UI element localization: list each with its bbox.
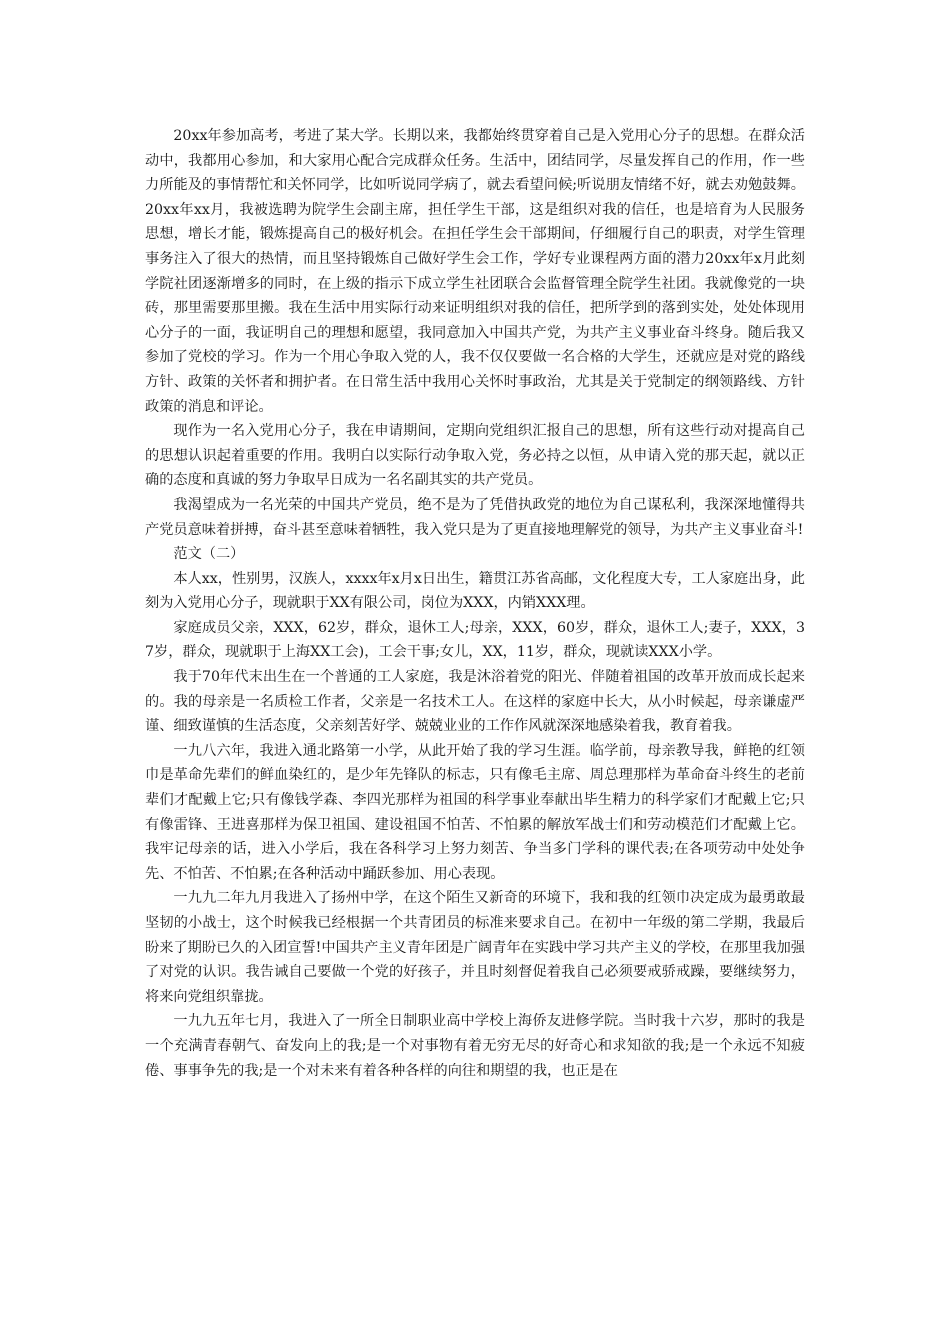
paragraph-8: 一九九二年九月我进入了扬州中学，在这个陌生又新奇的环境下，我和我的红领巾决定成为最勇敢最坚韧的小战士，这个时候我已经根据一个共青团员的标准来要求自己。在初中一年级的第二学期，我最后盼来了期盼已久的入团宣誓!中国共产主义青年团是广阔青年在实践中学习共产主义的学校，在那里我加强了对党的认识。我告诫自己要做一个党的好孩子，并且时刻督促着我自己必须要戒骄戒躁，要继续努力，将来向党组织靠拢。: [145, 890, 805, 1005]
paragraph-2: 现作为一名入党用心分子，我在申请期间，定期向党组织汇报自己的思想，所有这些行动对提高自己的思想认识起着重要的作用。我明白以实际行动争取入党，务必持之以恒，从申请入党的那天起，就以正确的态度和真诚的努力争取早日成为一名名副其实的共产党员。: [145, 423, 805, 489]
paragraph-9: 一九九五年七月，我进入了一所全日制职业高中学校上海侨友进修学院。当时我十六岁，那时的我是一个充满青春朝气、奋发向上的我;是一个对事物有着无穷无尽的好奇心和求知欲的我;是一个永远不知疲倦、事事争先的我;是一个对未来有着各种各样的向往和期望的我，也正是在: [145, 1013, 805, 1079]
document-body: [145, 124, 805, 1083]
paragraph-1: 20xx年参加高考，考进了某大学。长期以来，我都始终贯穿着自己是入党用心分子的思想。在群众活动中，我都用心参加，和大家用心配合完成群众任务。生活中，团结同学，尽量发挥自己的作用，作一些力所能及的事情帮忙和关怀同学，比如听说同学病了，就去看望问候;听说朋友情绪不好，就去劝勉鼓舞。20xx年xx月，我被选聘为院学生会副主席，担任学生干部，这是组织对我的信任，也是培育为人民服务思想，增长才能，锻炼提高自己的极好机会。在担任学生会干部期间，仔细履行自己的职责，对学生管理事务注入了很大的热情，而且坚持锻炼自己做好学生会工作，学好专业课程两方面的潜力20xx年x月此刻学院社团逐渐增多的同时，在上级的指示下成立学生社团联合会监督管理全院学生社团。我就像党的一块砖，那里需要那里搬。我在生活中用实际行动来证明组织对我的信任，把所学到的落到实处，处处体现用心分子的一面，我证明自己的理想和愿望，我同意加入中国共产党，为共产主义事业奋斗终身。随后我又参加了党校的学习。作为一个用心争取入党的人，我不仅仅要做一名合格的大学生，还就应是对党的路线方针、政策的关怀者和拥护者。在日常生活中我用心关怀时事政治，尤其是关于党制定的纲领路线、方针政策的消息和评论。: [145, 128, 805, 415]
paragraph-7: 一九八六年，我进入通北路第一小学，从此开始了我的学习生涯。临学前，母亲教导我，鲜艳的红领巾是革命先辈们的鲜血染红的，是少年先锋队的标志，只有像毛主席、周总理那样为革命奋斗终生的老前辈们才配戴上它;只有像钱学森、李四光那样为祖国的科学事业奉献出毕生精力的科学家们才配戴上它;只有像雷锋、王进喜那样为保卫祖国、建设祖国不怕苦、不怕累的解放军战士们和劳动模范们才配戴上它。我牢记母亲的话，进入小学后，我在各科学习上努力刻苦、争当多门学科的课代表;在各项劳动中处处争先、不怕苦、不怕累;在各种活动中踊跃参加、用心表现。: [145, 742, 805, 882]
section-heading: 范文（二）: [173, 546, 245, 563]
paragraph-3: 我渴望成为一名光荣的中国共产党员，绝不是为了凭借执政党的地位为自己谋私利，我深深地懂得共产党员意味着拼搏，奋斗甚至意味着牺牲，我入党只是为了更直接地理解党的领导，为共产主义事业奋斗!: [145, 496, 805, 538]
paragraph-5: 家庭成员父亲，XXX，62岁，群众，退休工人;母亲，XXX，60岁，群众，退休工人;妻子，XXX，37岁，群众，现就职于上海XX工会)，工会干事;女儿，XX，11岁，群众，现就读XXX小学。: [145, 619, 805, 661]
paragraph-4: 本人xx，性别男，汉族人，xxxx年x月x日出生，籍贯江苏省高邮，文化程度大专，工人家庭出身，此刻为入党用心分子，现就职于XX有限公司，岗位为XXX，内销XXX理。: [145, 570, 805, 612]
paragraph-6: 我于70年代末出生在一个普通的工人家庭，我是沐浴着党的阳光、伴随着祖国的改革开放而成长起来的。我的母亲是一名质检工作者，父亲是一名技术工人。在这样的家庭中长大，从小时候起，母亲谦虚严谨、细致谨慎的生活态度，父亲刻苦好学、兢兢业业的工作作风就深深地感染着我，教育着我。: [145, 669, 805, 735]
